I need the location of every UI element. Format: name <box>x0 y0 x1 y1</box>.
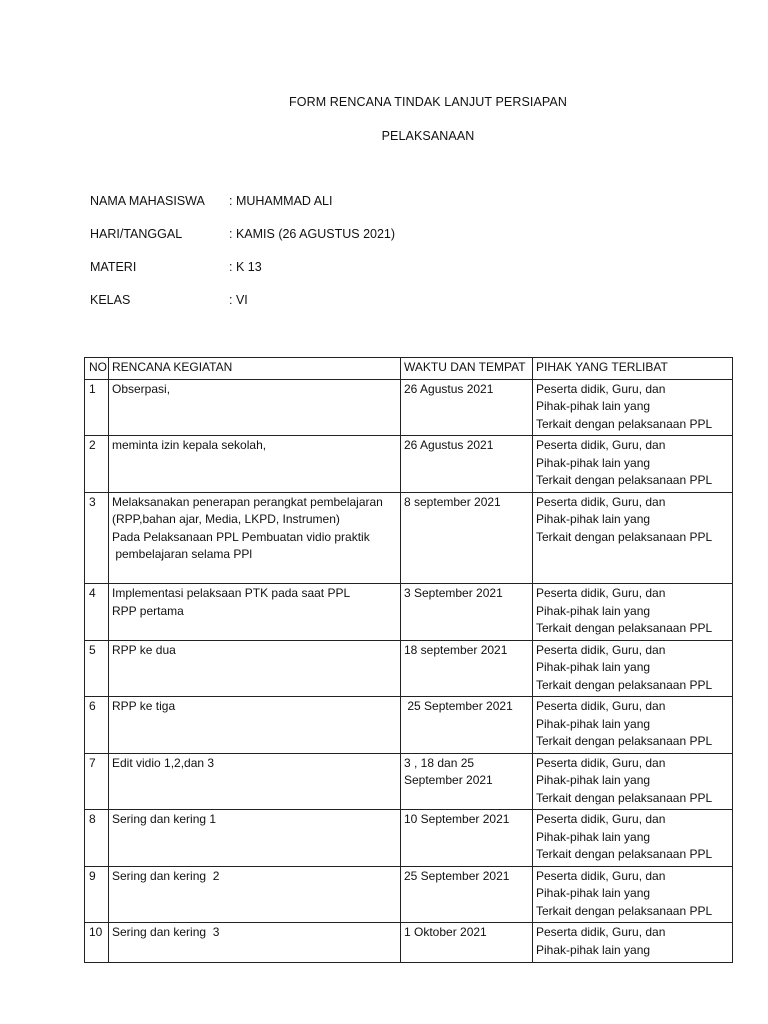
cell-line: Terkait dengan pelaksanaan PPL <box>536 677 713 692</box>
cell-kegiatan <box>109 810 401 867</box>
cell-line: Terkait dengan pelaksanaan PPL <box>536 416 713 431</box>
cell-kegiatan <box>109 923 401 963</box>
cell-kegiatan <box>109 866 401 923</box>
cell-no: 4 <box>85 584 109 641</box>
cell-waktu <box>401 492 533 584</box>
table-row <box>85 584 733 641</box>
cell-kegiatan <box>109 584 401 641</box>
cell-pihak <box>533 810 733 867</box>
header-pihak: PIHAK YANG TERLIBAT <box>533 358 733 380</box>
cell-kegiatan <box>109 697 401 754</box>
cell-waktu <box>401 379 533 436</box>
cell-waktu <box>401 640 533 697</box>
cell-line: Terkait dengan pelaksanaan PPL <box>536 790 713 805</box>
cell-line: 26 Agustus 2021 <box>404 381 494 396</box>
cell-pihak <box>533 379 733 436</box>
cell-line: 3 September 2021 <box>404 586 503 600</box>
cell-line: RPP ke dua <box>112 642 176 657</box>
cell-line: Pihak-pihak lain yang <box>536 399 651 413</box>
cell-no: 6 <box>85 697 109 754</box>
rencana-table <box>84 357 733 963</box>
cell-line: Peserta didik, Guru, dan <box>536 755 666 770</box>
cell-kegiatan <box>109 753 401 810</box>
cell-pihak <box>533 753 733 810</box>
cell-line: Implementasi pelaksaan PTK pada saat PPL <box>112 586 351 600</box>
cell-waktu <box>401 753 533 810</box>
table-row <box>85 866 733 923</box>
cell-line: pembelajaran selama PPl <box>112 547 253 561</box>
cell-no: 7 <box>85 753 109 810</box>
cell-line: Sering dan kering 2 <box>112 868 220 883</box>
cell-waktu <box>401 584 533 641</box>
cell-line: 26 Agustus 2021 <box>404 438 494 452</box>
cell-line: Terkait dengan pelaksanaan PPL <box>536 621 713 635</box>
cell-line: Edit vidio 1,2,dan 3 <box>112 755 215 770</box>
cell-line: Terkait dengan pelaksanaan PPL <box>536 473 713 487</box>
form-subtitle: PELAKSANAAN <box>381 129 475 143</box>
cell-line: Terkait dengan pelaksanaan PPL <box>536 847 713 861</box>
info-label: MATERI <box>90 260 137 274</box>
info-label: KELAS <box>90 293 131 307</box>
table-row <box>85 379 733 436</box>
cell-line: 25 September 2021 <box>404 868 510 883</box>
cell-line: Terkait dengan pelaksanaan PPL <box>536 734 713 748</box>
cell-line: meminta izin kepala sekolah, <box>112 438 267 452</box>
cell-waktu <box>401 866 533 923</box>
table-body <box>85 379 733 963</box>
cell-kegiatan <box>109 640 401 697</box>
cell-pihak <box>533 923 733 963</box>
info-value: : KAMIS (26 AGUSTUS 2021) <box>229 227 396 241</box>
table-row <box>85 697 733 754</box>
cell-waktu <box>401 436 533 493</box>
cell-line: Peserta didik, Guru, dan <box>536 812 666 826</box>
cell-line: Sering dan kering 3 <box>112 925 220 939</box>
cell-line: 18 september 2021 <box>404 642 508 657</box>
cell-line: Terkait dengan pelaksanaan PPL <box>536 903 713 918</box>
info-value: : VI <box>229 293 248 307</box>
cell-no: 2 <box>85 436 109 493</box>
cell-waktu <box>401 923 533 963</box>
cell-line: Pihak-pihak lain yang <box>536 942 651 957</box>
cell-line: 25 September 2021 <box>404 699 513 713</box>
info-value: : K 13 <box>229 260 262 274</box>
cell-line: Pihak-pihak lain yang <box>536 773 651 787</box>
cell-line: Sering dan kering 1 <box>112 812 217 826</box>
info-label: NAMA MAHASISWA <box>90 194 205 208</box>
cell-no: 5 <box>85 640 109 697</box>
cell-line: September 2021 <box>404 773 493 787</box>
cell-line: Pihak-pihak lain yang <box>536 512 651 526</box>
header-kegiatan: RENCANA KEGIATAN <box>109 358 401 380</box>
table-header-row <box>85 358 733 380</box>
cell-pihak <box>533 697 733 754</box>
cell-waktu <box>401 810 533 867</box>
cell-line: 10 September 2021 <box>404 812 510 826</box>
cell-pihak <box>533 584 733 641</box>
cell-line: Terkait dengan pelaksanaan PPL <box>536 529 713 544</box>
cell-no: 10 <box>85 923 109 963</box>
cell-pihak <box>533 640 733 697</box>
cell-line: Obserpasi, <box>112 381 171 396</box>
cell-line: (RPP,bahan ajar, Media, LKPD, Instrumen) <box>112 512 340 526</box>
cell-line <box>112 564 397 582</box>
cell-line: Peserta didik, Guru, dan <box>536 642 666 657</box>
cell-no: 9 <box>85 866 109 923</box>
table-row <box>85 753 733 810</box>
form-title: FORM RENCANA TINDAK LANJUT PERSIAPAN <box>289 95 567 109</box>
cell-kegiatan <box>109 436 401 493</box>
info-label: HARI/TANGGAL <box>90 227 183 241</box>
cell-line: Pada Pelaksanaan PPL Pembuatan vidio praktik <box>112 529 370 544</box>
cell-line: Peserta didik, Guru, dan <box>536 868 666 883</box>
cell-pihak <box>533 436 733 493</box>
cell-line: Pihak-pihak lain yang <box>536 716 651 731</box>
header-no: NO <box>85 358 109 380</box>
cell-line: Peserta didik, Guru, dan <box>536 699 666 713</box>
cell-line: RPP ke tiga <box>112 699 176 713</box>
cell-line: 8 september 2021 <box>404 494 501 509</box>
cell-line: 3 , 18 dan 25 <box>404 755 475 770</box>
header-waktu: WAKTU DAN TEMPAT <box>401 358 533 380</box>
cell-kegiatan <box>109 492 401 584</box>
cell-line: Pihak-pihak lain yang <box>536 660 651 674</box>
cell-no: 1 <box>85 379 109 436</box>
cell-line: Peserta didik, Guru, dan <box>536 925 666 939</box>
cell-pihak <box>533 492 733 584</box>
cell-waktu <box>401 697 533 754</box>
cell-line: Pihak-pihak lain yang <box>536 886 651 900</box>
table-row <box>85 640 733 697</box>
table-row <box>85 436 733 493</box>
cell-line: Pihak-pihak lain yang <box>536 455 651 470</box>
cell-line: Pihak-pihak lain yang <box>536 603 651 618</box>
table-row <box>85 492 733 584</box>
cell-line: RPP pertama <box>112 603 184 618</box>
info-value: : MUHAMMAD ALI <box>229 194 333 208</box>
cell-kegiatan <box>109 379 401 436</box>
cell-line: 1 Oktober 2021 <box>404 925 487 939</box>
cell-no: 3 <box>85 492 109 584</box>
cell-no: 8 <box>85 810 109 867</box>
cell-line: Pihak-pihak lain yang <box>536 829 651 844</box>
table-row <box>85 810 733 867</box>
table-row <box>85 923 733 963</box>
cell-line: Peserta didik, Guru, dan <box>536 438 666 452</box>
cell-line: Peserta didik, Guru, dan <box>536 381 666 396</box>
cell-line: Peserta didik, Guru, dan <box>536 586 666 600</box>
cell-line: Melaksanakan penerapan perangkat pembelajaran <box>112 494 383 509</box>
cell-pihak <box>533 866 733 923</box>
cell-line: Peserta didik, Guru, dan <box>536 494 666 509</box>
